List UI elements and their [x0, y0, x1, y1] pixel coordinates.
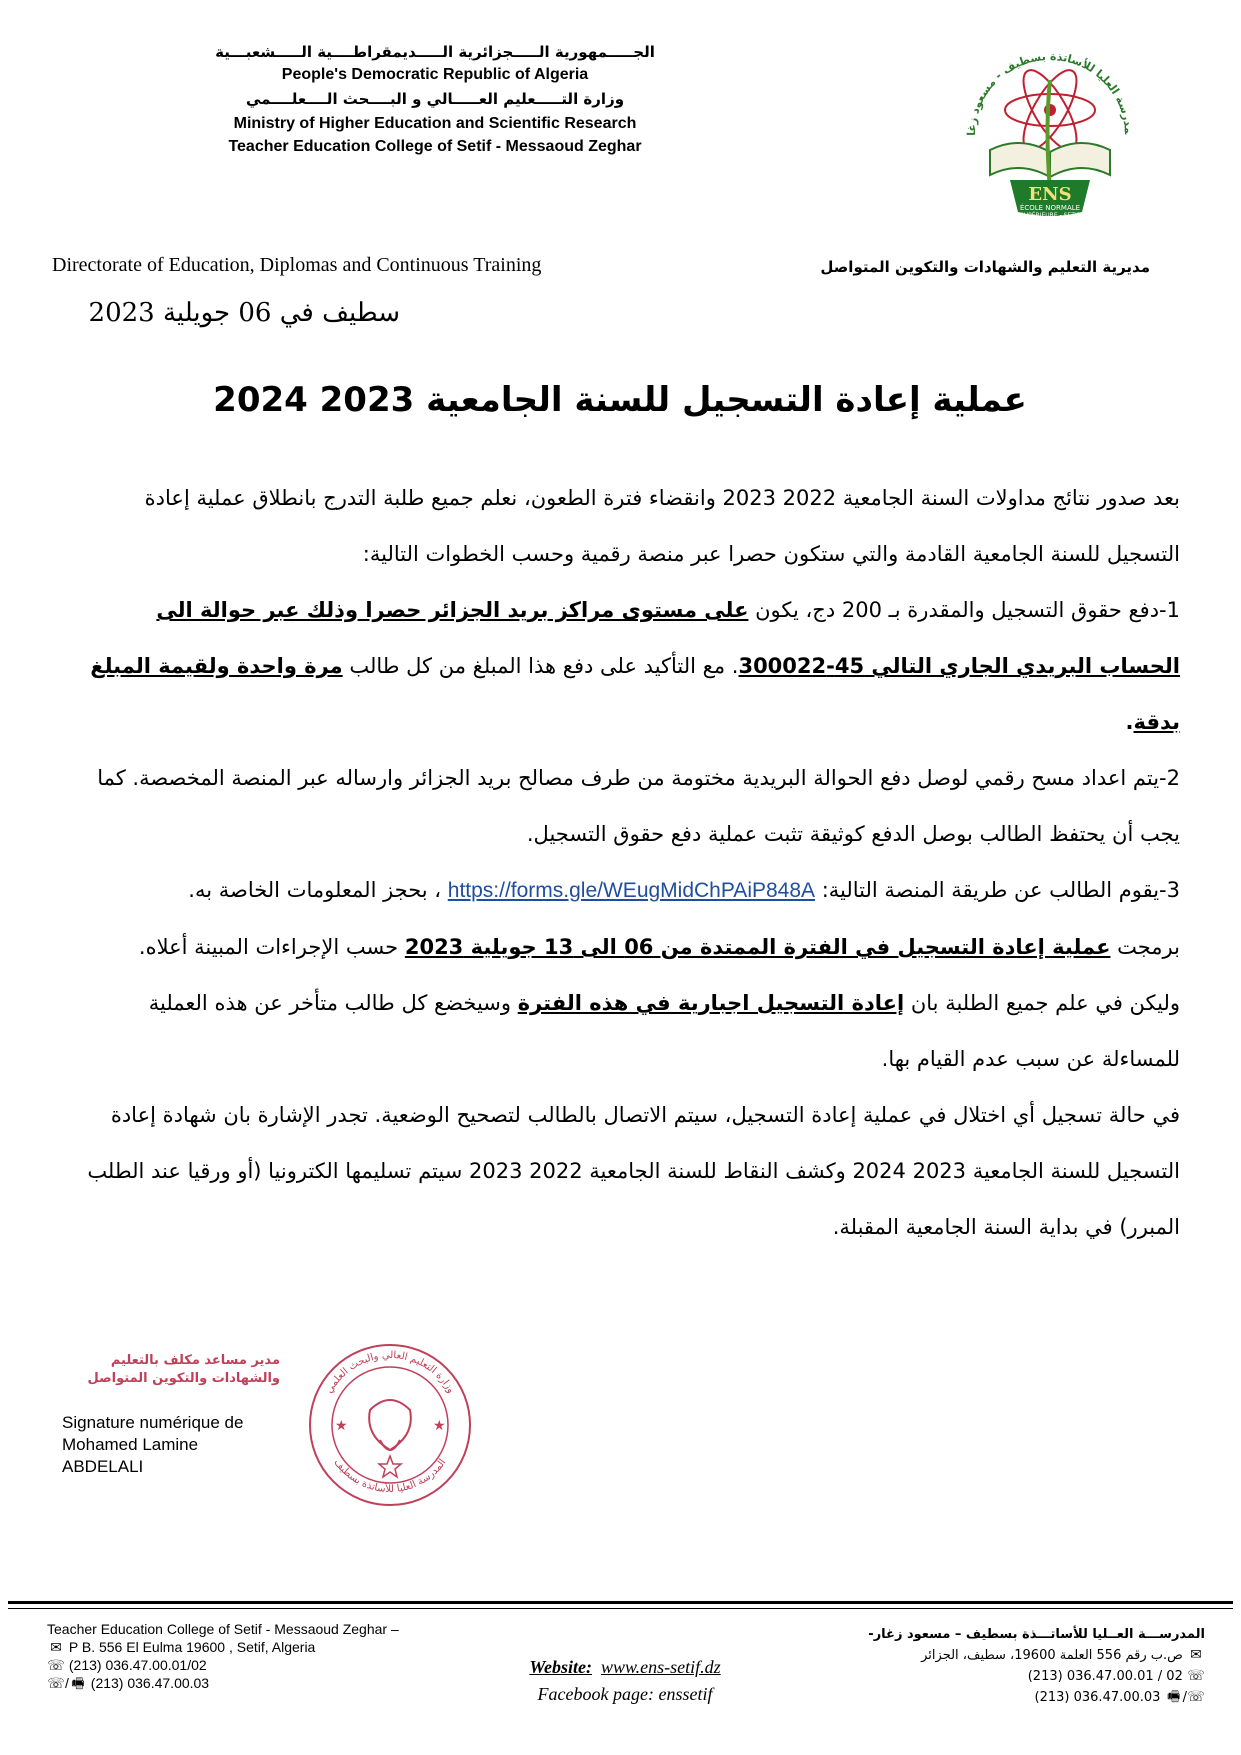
document-title: عملية إعادة التسجيل للسنة الجامعية 2023 2024 [213, 380, 1027, 420]
schedule-paragraph [70, 919, 1180, 975]
footer-contact-en [47, 1620, 487, 1692]
schedule-text-c: حسب الإجراءات المبينة أعلاه. [138, 935, 405, 959]
website-label: Website: [529, 1657, 592, 1677]
signature-line-2: Mohamed Lamine [62, 1435, 199, 1454]
step-3-text-b: ، بحجز المعلومات الخاصة به. [188, 878, 448, 902]
logo-sub2: SUPÉRIEURE - SETIF [1019, 212, 1081, 219]
footer-address-ar: ✉ ص.ب رقم 556 العلمة 19600، سطيف، الجزائر [800, 1645, 1205, 1666]
svg-text:★: ★ [335, 1418, 348, 1434]
step-1-number: 1- [1159, 598, 1180, 622]
envelope-icon: ✉ [50, 1639, 62, 1655]
intro-paragraph: بعد صدور نتائج مداولات السنة الجامعية 2022 2023 وانقضاء فترة الطعون، نعلم جميع طلبة التدرج بانطلاق عملية إعادة التسجيل للسنة الجامعية القادمة والتي ستكون حصرا عبر منصة رقمية وحسب الخطوات التالية: [144, 486, 1180, 566]
logo-arc-text: مدرسة العليا للأساتذة بسطيف - مسعود زغا [964, 49, 1136, 136]
document-date: سطيف في 06 جويلية 2023 [88, 298, 400, 328]
mandatory-text-b: إعادة التسجيل اجبارية في هذه الفترة [517, 991, 905, 1015]
header-ministry-en: Ministry of Higher Education and Scientific Research [233, 115, 637, 132]
footer-rule-thick [8, 1601, 1233, 1604]
phone-icon: ☏ [47, 1675, 65, 1691]
closing-paragraph: في حالة تسجيل أي اختلال في عملية إعادة التسجيل، سيتم الاتصال بالطالب لتصحيح الوضعية. تجدر الإشارة بان شهادة إعادة التسجيل للسنة الجامعية 2023 2024 وكشف النقاط للسنة الجامعية 2022 2023 سيتم تسليمها الكترونيا (أو ورقيا عند الطلب المبرر) في بداية السنة الجامعية المقبلة. [87, 1103, 1180, 1239]
schedule-text-b: عملية إعادة التسجيل في الفترة الممتدة من 06 الى 13 جويلية 2023 [404, 935, 1111, 959]
schedule-text-a: برمجت [1110, 935, 1180, 959]
footer-contact-ar [800, 1625, 1205, 1708]
official-stamp [305, 1340, 475, 1510]
footer-name-en: Teacher Education College of Setif - Messaoud Zeghar – [47, 1621, 399, 1637]
stamp-ring-bottom: المدرسة العليا للأساتذة بسطيف [331, 1457, 449, 1496]
phone-icon: ☏ [47, 1657, 65, 1673]
step-1 [70, 582, 1180, 750]
digital-signature [62, 1412, 302, 1478]
step-3 [70, 862, 1180, 919]
header-ministry-ar: وزارة التـــــعليم العـــــالي و البــــحث الــــعلــــمي [245, 90, 625, 108]
mandatory-text-c: وسيخضع كل طالب متأخر عن هذه العملية للمساءلة عن سبب عدم القيام بها. [148, 991, 1180, 1071]
footer-fax-en: ☏/ 🖷 (213) 036.47.00.03 [47, 1675, 210, 1691]
phone-icon: ☏ [1187, 1668, 1205, 1684]
logo-sub1: ÉCOLE NORMALE [1019, 204, 1081, 212]
phone-icon: ☏ [1187, 1689, 1205, 1705]
footer-website-line [480, 1654, 770, 1681]
directorate-ar: مديرية التعليم والشهادات والتكوين المتواصل [820, 258, 1150, 276]
mandatory-paragraph [70, 975, 1180, 1087]
header-college-en: Teacher Education College of Setif - Messaoud Zeghar [228, 138, 642, 155]
signature-title-ar-line1: مدير مساعد مكلف بالتعليم [110, 1353, 280, 1368]
signature-title-ar [70, 1352, 280, 1388]
fax-icon: 🖷 [71, 1675, 85, 1691]
footer-web [480, 1654, 770, 1708]
svg-text:★: ★ [433, 1418, 446, 1434]
document-body [70, 470, 1180, 1255]
mandatory-text-a: وليكن في علم جميع الطلبة بان [904, 991, 1180, 1015]
stamp-graphic [305, 1340, 475, 1510]
footer-rule-thin [8, 1608, 1233, 1609]
step-1-text-b: على مستوى مراكز بريد الجزائر حصرا وذلك عبر حوالة الى الحساب البريدي الجاري التالي 45-300022 [156, 598, 1180, 678]
header-block [150, 40, 720, 158]
header-republic-ar: الجـــــمهورية الـــــجزائرية الـــــديمقراطــــية الـــــشعبـــية [215, 43, 655, 61]
website-link[interactable]: www.ens-setif.dz [600, 1657, 721, 1677]
registration-form-link[interactable]: https://forms.gle/WEugMidChPAiP848A [447, 879, 816, 902]
signature-title-ar-line2: والشهادات والتكوين المتواصل [87, 1371, 280, 1386]
ens-logo [950, 40, 1150, 230]
directorate-en: Directorate of Education, Diplomas and Continuous Training [52, 254, 542, 276]
logo-ens-text: ENS [1028, 184, 1072, 205]
step-1-text-d: مرة واحدة ولقيمة المبلغ بدقة [90, 654, 1180, 734]
step-1-text-e: . [1125, 710, 1134, 734]
step-1-text-a: دفع حقوق التسجيل والمقدرة بـ 200 دج، يكون [748, 598, 1160, 622]
step-3-number: 3- [1159, 878, 1180, 902]
ens-logo-graphic [950, 40, 1150, 230]
signature-line-1: Signature numérique de [62, 1413, 244, 1432]
envelope-icon: ✉ [1190, 1647, 1202, 1663]
footer-address-en: ✉ P B. 556 El Eulma 19600 , Setif, Algeria [47, 1638, 487, 1656]
step-3-text-a: يقوم الطالب عن طريقة المنصة التالية: [815, 878, 1160, 902]
footer-name-ar: المدرســـة العــليا للأساتـــذة بسطيف – مسعود زغار- [868, 1627, 1205, 1642]
step-1-text-c: . مع التأكيد على دفع هذا المبلغ من كل طالب [342, 654, 739, 678]
step-2-text: يتم اعداد مسح رقمي لوصل دفع الحوالة البريدية مختومة من طرف مصالح بريد الجزائر وارساله عبر المنصة المخصصة. كما يجب أن يحتفظ الطالب بوصل الدفع كوثيقة تثبت عملية دفع حقوق التسجيل. [97, 766, 1180, 846]
signature-line-3: ABDELALI [62, 1457, 144, 1476]
footer-phone-ar: ☏ (213) 036.47.00.01 / 02 [1027, 1668, 1205, 1684]
footer-fax-ar: ☏/🖷 (213) 036.47.00.03 [1034, 1689, 1205, 1705]
step-2 [70, 750, 1180, 862]
fax-icon: 🖷 [1167, 1689, 1181, 1705]
header-republic-en: People's Democratic Republic of Algeria [281, 66, 589, 83]
stamp-ring-top: وزارة التعليم العالي والبحث العلمي [323, 1349, 457, 1396]
step-2-number: 2- [1159, 766, 1180, 790]
facebook-page: Facebook page: enssetif [537, 1684, 713, 1704]
footer-phone-en: ☏ (213) 036.47.00.01/02 [47, 1657, 207, 1673]
